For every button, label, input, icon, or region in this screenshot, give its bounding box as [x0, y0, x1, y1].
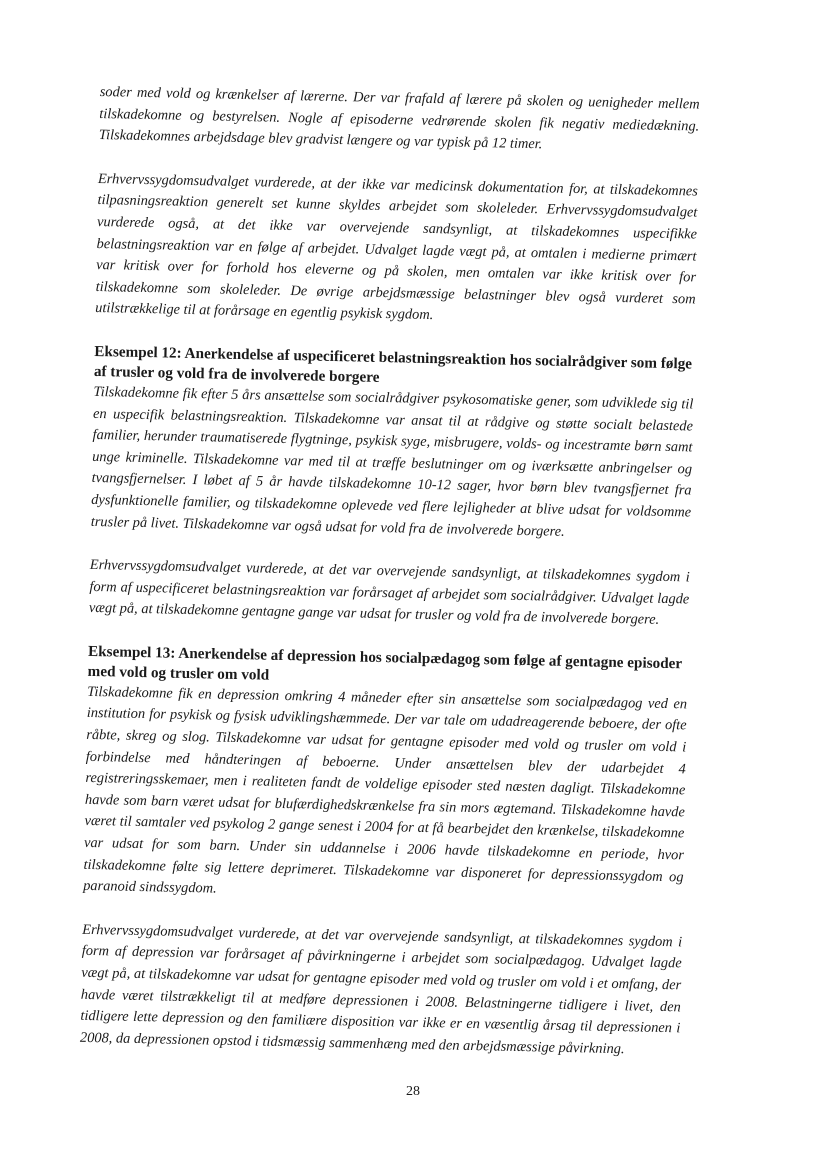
example-12-committee-assessment: Erhvervssygdomsudvalget vurderede, at det var overvejende sandsynligt, at tilskadekomnes sygdom i form af uspecificeret belastningsreaktion var forårsaget af arbejdet som socialrådgiver. Udvalget lagde vægt på, at tilskadekomne gentagne gange var udsat for trusler og vold fra de involverede borgere. [88, 556, 690, 629]
example-12-heading: Eksempel 12: Anerkendelse af uspecificeret belastningsreaktion hos socialrådgiver som følge af trusler og vold fra de involverede borgere [93, 342, 693, 386]
example-13-committee-assessment: Erhvervssygdomsudvalget vurderede, at det var overvejende sandsynligt, at tilskadekomnes sygdom i form af depression var forårsaget af påvirkningerne i arbejdet som socialpædagog. Udvalget lagde vægt på, at tilskadekomne var udsat for gentagne episoder med vold og trusler om vold i et omfang, der havde været tilstrækkeligt til at medføre depressionen i 2008. Belastningerne tidligere i livet, den tidligere lette depression og den familiære disposition var ikke er en væsentlig årsag til depressionen i 2008, da depressionen opstod i tidsmæssig sammenhæng med den arbejdsmæssige påvirkning. [79, 921, 683, 1057]
paragraph-committee-assessment-example11: Erhvervssygdomsudvalget vurderede, at der ikke var medicinsk dokumentation for, at tilskadekomnes tilpasningsreaktion generelt set kunne skyldes arbejdet som skoleleder. Erhvervssygdomsudvalget vurderede også, at det ikke var overvejende sandsynligt, at tilskadekomnes uspecifikke belastningsreaktion var en følge af arbejdet. Udvalget lagde vægt på, at omtalen i medierne primært var kritisk over for forhold hos eleverne og på skolen, men omtalen var ikke kritisk over for tilskadekomne som skoleleder. De øvrige arbejdsmæssige belastninger blev også vurderet som utilstrækkelige til at forårsage en egentlig psykisk sygdom. [95, 170, 699, 324]
example-12-section [89, 342, 695, 632]
example-13-case-description: Tilskadekomne fik en depression omkring 4 måneder efter sin ansættelse som socialpædagog ved en institution for psykisk og fysisk udviklingshæmmede. Der var tale om udadreagerende beboere, der ofte råbte, skreg og slog. Tilskadekomne var udsat for gentagne episoder med vold og trusler om vold i forbindelse med håndteringen af beboerne. Under ansættelsen blev der udarbejdet 4 registreringsskemaer, men i realiteten fandt de voldelige episoder sted næsten dagligt. Tilskadekomne havde som barn været udsat for blufærdighedskrænkelse fra sin mors ægtemand. Tilskadekomne havde været til samtaler ved psykolog 2 gange senest i 2004 for at få bearbejdet den krænkelse, tilskadekomne var udsat for som barn. Under sin uddannelse i 2006 havde tilskadekomne en periode, hvor tilskadekomne følte sig lettere deprimeret. Tilskadekomne var disponeret for depressionssygdom og paranoid sindssygdom. [82, 683, 688, 897]
example-13-section [80, 642, 688, 1062]
paragraph-school-context: soder med vold og krænkelser af lærerne. Der var frafald af lærere på skolen og uenigheder mellem tilskadekomne og bestyrelsen. Nogle af episoderne vedrørende skolen fik negativ mediedækning. Tilskadekomnes arbejdsdage blev gradvist længere og var typisk på 12 timer. [98, 83, 700, 153]
example-13-heading: Eksempel 13: Anerkendelse af depression hos socialpædagog som følge af gentagne episoder med vold og trusler om vold [87, 642, 683, 684]
text-column [79, 82, 700, 1084]
page-number: 28 [406, 1084, 420, 1099]
example-12-case-description: Tilskadekomne fik efter 5 års ansættelse som socialrådgiver psykosomatiske gener, som udviklede sig til en uspecifik belastningsreaktion. Tilskadekomne var ansat til at rådgive og støtte socialt belastede familier, herunder traumatiserede flygtninge, psykisk syge, misbrugere, volds- og incestramte børn samt unge kriminelle. Tilskadekomne var med til at træffe beslutninger om og iværksætte anbringelser og tvangsfjernelser. I løbet af 5 år havde tilskadekomne 10-12 sager, hvor børn blev tvangsfjernet fra dysfunktionelle familier, og tilskadekomne oplevede ved flere lejligheder at blive udsat for voldsomme trusler på livet. Tilskadekomne var også udsat for vold fra de involverede borgere. [90, 383, 694, 540]
